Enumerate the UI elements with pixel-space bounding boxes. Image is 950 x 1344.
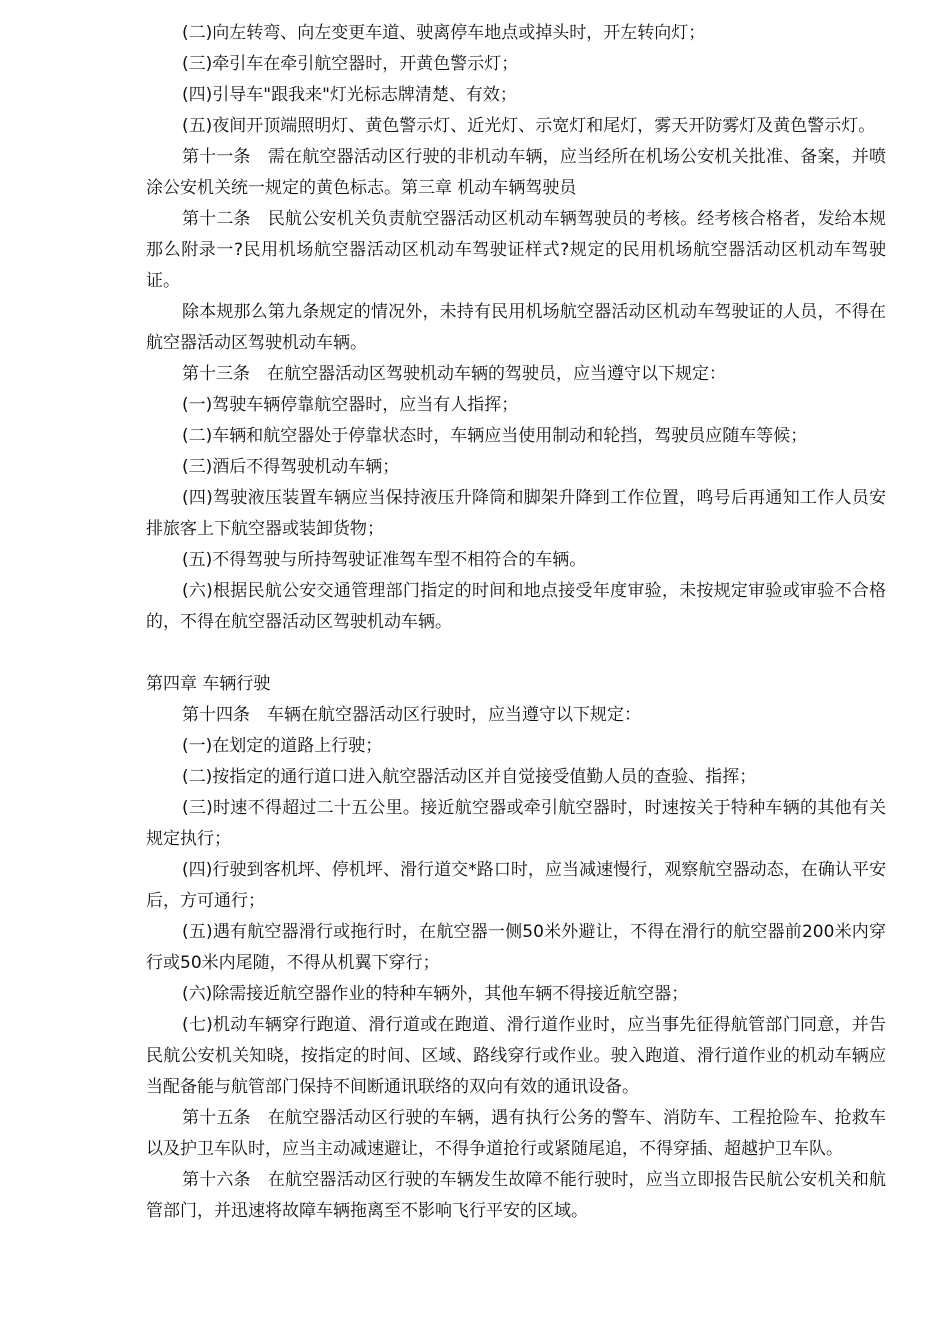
paragraph: 除本规那么第九条规定的情况外，未持有民用机场航空器活动区机动车驾驶证的人员，不得在航空器活动区驾驶机动车辆。 (146, 302, 886, 353)
paragraph: (四)驾驶液压装置车辆应当保持液压升降筒和脚架升降到工作位置，鸣号后再通知工作人员安排旅客上下航空器或装卸货物； (146, 488, 886, 539)
article-13: 第十三条 在航空器活动区驾驶机动车辆的驾驶员，应当遵守以下规定： (182, 364, 726, 384)
paragraph: (三)时速不得超过二十五公里。接近航空器或牵引航空器时，时速按关于特种车辆的其他有关规定执行； (146, 798, 886, 849)
article-11: 第十一条 需在航空器活动区行驶的非机动车辆，应当经所在机场公安机关批准、备案，并喷涂公安机关统一规定的黄色标志。第三章 机动车辆驾驶员 (146, 147, 886, 198)
paragraph: (六)根据民航公安交通管理部门指定的时间和地点接受年度审验，未按规定审验或审验不合格的，不得在航空器活动区驾驶机动车辆。 (146, 581, 886, 632)
blank-line (146, 638, 886, 669)
paragraph: (七)机动车辆穿行跑道、滑行道或在跑道、滑行道作业时，应当事先征得航管部门同意，并告民航公安机关知晓，按指定的时间、区域、路线穿行或作业。驶入跑道、滑行道作业的机动车辆应当配备能与航管部门保持不间断通讯联络的双向有效的通讯设备。 (146, 1015, 886, 1097)
paragraph: (二)按指定的通行道口进入航空器活动区并自觉接受值勤人员的查验、指挥； (182, 767, 757, 787)
paragraph: (一)驾驶车辆停靠航空器时，应当有人指挥； (182, 395, 519, 415)
article-16: 第十六条 在航空器活动区行驶的车辆发生故障不能行驶时，应当立即报告民航公安机关和航管部门，并迅速将故障车辆拖离至不影响飞行平安的区域。 (146, 1170, 886, 1221)
article-15: 第十五条 在航空器活动区行驶的车辆，遇有执行公务的警车、消防车、工程抢险车、抢救车以及护卫车队时，应当主动减速避让，不得争道抢行或紧随尾追，不得穿插、超越护卫车队。 (146, 1108, 886, 1159)
article-12: 第十二条 民航公安机关负责航空器活动区机动车辆驾驶员的考核。经考核合格者，发给本规那么附录一?民用机场航空器活动区机动车驾驶证样式?规定的民用机场航空器活动区机动车驾驶证。 (146, 209, 886, 291)
paragraph: (一)在划定的道路上行驶； (182, 736, 383, 756)
paragraph: (四)行驶到客机坪、停机坪、滑行道交*路口时，应当减速慢行，观察航空器动态，在确认平安后，方可通行； (146, 860, 886, 911)
document-page (146, 18, 886, 1227)
paragraph: (五)夜间开顶端照明灯、黄色警示灯、近光灯、示宽灯和尾灯，雾天开防雾灯及黄色警示灯。 (182, 116, 876, 136)
paragraph: (五)遇有航空器滑行或拖行时，在航空器一侧50米外避让，不得在滑行的航空器前200米内穿行或50米内尾随，不得从机翼下穿行； (146, 922, 886, 973)
chapter-heading: 第四章 车辆行驶 (146, 674, 271, 694)
paragraph: (六)除需接近航空器作业的特种车辆外，其他车辆不得接近航空器； (182, 984, 689, 1004)
article-14: 第十四条 车辆在航空器活动区行驶时，应当遵守以下规定： (182, 705, 641, 725)
paragraph: (二)向左转弯、向左变更车道、驶离停车地点或掉头时，开左转向灯； (182, 23, 706, 43)
paragraph: (四)引导车"跟我来"灯光标志牌清楚、有效； (182, 85, 517, 105)
paragraph: (三)牵引车在牵引航空器时，开黄色警示灯； (182, 54, 519, 74)
paragraph: (五)不得驾驶与所持驾驶证准驾车型不相符合的车辆。 (182, 550, 587, 570)
paragraph: (三)酒后不得驾驶机动车辆； (182, 457, 400, 477)
paragraph: (二)车辆和航空器处于停靠状态时，车辆应当使用制动和轮挡，驾驶员应随车等候； (182, 426, 808, 446)
